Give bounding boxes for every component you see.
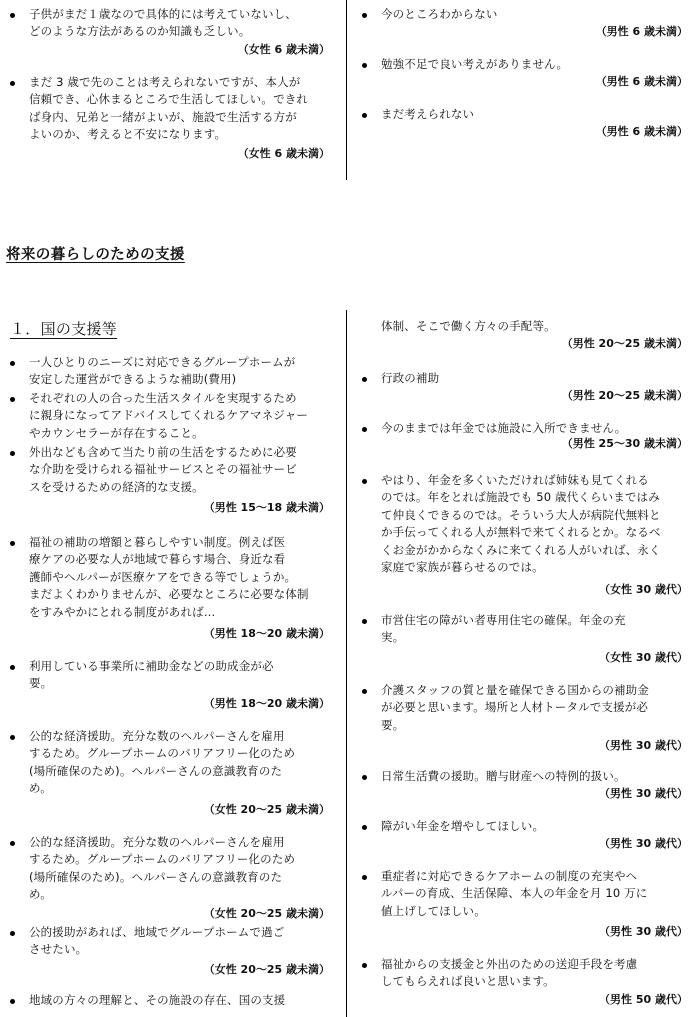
main-right-column — [362, 310, 692, 1017]
item-text: 日常生活費の援助。贈与財産への特例的扱い。 — [381, 769, 626, 783]
item-text: 公的な経済援助。充分な数のヘルパーさんを雇用 するため。グループホームのバリアフリー化のため (場所確保のため)。ヘルパーさんの意識教育のた め。 — [29, 729, 296, 796]
main-left-column — [10, 350, 334, 1017]
bullet-icon — [10, 735, 15, 740]
item-text: 福祉からの支援金と外出のための送迎手段を考慮 してもらえれば良いと思います。 — [381, 957, 638, 989]
bullet-icon — [10, 361, 15, 366]
bullet-icon — [10, 665, 15, 670]
respondent-attribute: （女性 20～25 歳未満） — [203, 803, 330, 816]
item-text: まだ考えられない — [381, 107, 475, 121]
bullet-icon — [10, 931, 15, 936]
respondent-attribute: （男性 30 歳代） — [599, 739, 688, 752]
respondent-attribute: （男性 30 歳代） — [599, 925, 688, 938]
item-text: それぞれの人の合った生活スタイルを実現するため に親身になってアドバイスしてくれるケアマネジャー やカウンセラーが存在すること。 — [29, 391, 309, 440]
respondent-attribute: （男性 15～18 歳未満） — [203, 501, 330, 514]
item-text: 一人ひとりのニーズに対応できるグループホームが 安定した運営ができるような補助(費用) — [29, 355, 296, 387]
respondent-attribute: （男性 50 歳代） — [599, 993, 688, 1006]
item-text: まだ 3 歳で先のことは考えられないですが、本人が 信頼でき、心休まるところで生活してほしい。できれ ば身内、兄弟と一緒がよいが、施設で生活する方が よいのか、考えると不安になります。 — [29, 75, 309, 142]
bullet-icon — [362, 825, 367, 830]
item-text: 介護スタッフの質と量を確保できる国からの補助金 が必要と思います。場所と人材トータルで支援が必 要。 — [381, 683, 649, 732]
respondent-attribute: （男性 20～25 歳未満） — [561, 389, 688, 402]
item-text: 重症者に対応できるケアホームの制度の充実やヘ ルパーの育成、生活保障、本人の年金を月 10 万に 値上げしてほしい。 — [381, 869, 648, 918]
bullet-icon — [362, 63, 367, 68]
respondent-attribute: （女性 20～25 歳未満） — [203, 963, 330, 976]
respondent-attribute: （女性 30 歳代） — [599, 651, 688, 664]
respondent-attribute: （女性 30 歳代） — [599, 583, 688, 596]
top-left-column — [10, 0, 334, 180]
respondent-attribute: （女性 6 歳未満） — [237, 43, 330, 56]
bullet-icon — [362, 875, 367, 880]
bullet-icon — [362, 775, 367, 780]
respondent-attribute: （男性 20～25 歳未満） — [561, 337, 688, 350]
respondent-attribute: （男性 6 歳未満） — [595, 25, 688, 38]
item-text: 今のところわからない — [381, 7, 498, 21]
bullet-icon — [362, 963, 367, 968]
bullet-icon — [10, 841, 15, 846]
item-text: 今のままでは年金では施設に入所できません。 — [381, 421, 627, 435]
respondent-attribute: （女性 20～25 歳未満） — [203, 907, 330, 920]
item-text: 公的な経済援助。充分な数のヘルパーさんを雇用 するため。グループホームのバリアフリー化のため (場所確保のため)。ヘルパーさんの意識教育のた め。 — [29, 835, 296, 902]
subsection-title: １．国の支援等 — [10, 320, 118, 338]
main-column-divider — [346, 310, 347, 1017]
item-text: やはり、年金を多くいただければ姉妹も見てくれる のでは。年をとれば施設でも 50 歳代くらいまではみ て仲良くできるのでは。そういう大人が病院代無料と か手伝ってくれる人が無料で来てくれるとか。なるべ くお金がかからなくみに来てくれる人がいれば、永く 家庭で家族が暮らせるのでは。 — [381, 473, 661, 575]
bullet-icon — [362, 479, 367, 484]
bullet-icon — [362, 113, 367, 118]
respondent-attribute: （男性 18～20 歳未満） — [203, 627, 330, 640]
item-text: 子供がまだ１歳なので具体的には考えていないし、 どのような方法があるのか知識も乏しい。 — [29, 7, 297, 39]
item-text: 福祉の補助の増額と暮らしやすい制度。例えば医 療ケアの必要な人が地域で暮らす場合、身近な看 護師やヘルパーが医療ケアをできる等でしょうか。 まだよくわかりませんが、必要なところに必要な体制 をすみやかにとれる制度があれば… — [29, 535, 309, 619]
item-text: 外出なども含めて当たり前の生活をするために必要 な介助を受けられる福祉サービスとその福祉サービ スを受けるための経済的な支援。 — [29, 445, 297, 494]
bullet-icon — [10, 451, 15, 456]
bullet-icon — [10, 397, 15, 402]
item-text: 市営住宅の障がい者専用住宅の確保。年金の充 実。 — [381, 613, 626, 645]
bullet-icon — [10, 13, 15, 18]
item-text: 勉強不足で良い考えがありません。 — [381, 57, 569, 71]
bullet-icon — [362, 377, 367, 382]
item-text: 障がい年金を増やしてほしい。 — [381, 819, 545, 833]
respondent-attribute: （男性 30 歳代） — [599, 787, 688, 800]
continued-text: 体制、そこで働く方々の手配等。 — [381, 319, 556, 333]
bullet-icon — [362, 689, 367, 694]
item-text: 地域の方々の理解と、その施設の存在、国の支援 — [29, 993, 286, 1007]
respondent-attribute: （男性 30 歳代） — [599, 837, 688, 850]
bullet-icon — [10, 999, 15, 1004]
bullet-icon — [10, 541, 15, 546]
respondent-attribute: （男性 6 歳未満） — [595, 75, 688, 88]
bullet-icon — [362, 427, 367, 432]
respondent-attribute: （男性 6 歳未満） — [595, 125, 688, 138]
item-text: 行政の補助 — [381, 371, 440, 385]
bullet-icon — [362, 619, 367, 624]
bullet-icon — [10, 81, 15, 86]
respondent-attribute: （女性 6 歳未満） — [237, 147, 330, 160]
section-title: 将来の暮らしのための支援 — [6, 247, 185, 263]
item-text: 公的援助があれば、地域でグループホームで過ご させたい。 — [29, 925, 285, 957]
top-right-column — [362, 0, 692, 180]
top-column-divider — [346, 0, 347, 180]
bullet-icon — [362, 13, 367, 18]
item-text: 利用している事業所に補助金などの助成金が必 要。 — [29, 659, 274, 691]
respondent-attribute: （男性 18～20 歳未満） — [203, 697, 330, 710]
respondent-attribute: （男性 25～30 歳未満） — [561, 437, 688, 450]
